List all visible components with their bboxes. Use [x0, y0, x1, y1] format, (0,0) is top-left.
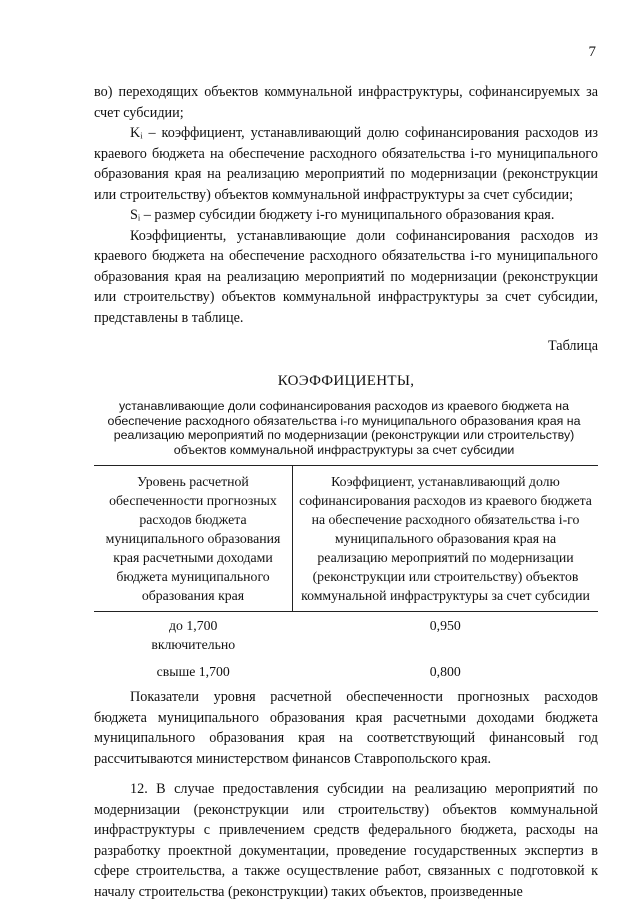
table-cell-coefficient: 0,950: [429, 618, 461, 633]
document-body: [94, 82, 598, 902]
paragraph-k-definition: Kᵢ – коэффициент, устанавливающий долю софинансирования расходов из краевого бюджета на обеспечение расходного обязательства i-го муниципального образования края на реализацию мероприятий по модернизации (реконструкции или строительству) объектов коммунальной инфраструктуры за счет субсидии;: [94, 125, 598, 203]
paragraph-item-12: 12. В случае предоставления субсидии на реализацию мероприятий по модернизации (реконструкции или строительству) объектов коммунальной инфраструктуры с привлечением средств федерального бюджета, расходы на разработку проектной документации, проведение государственных экспертиз в сфере строительства, а также осуществление работ, связанных с подготовкой к началу строительства (реконструкции) таких объектов, произведенные: [94, 781, 598, 900]
paragraph-continuation: во) переходящих объектов коммунальной инфраструктуры, софинансируемых за счет субсидии;: [94, 84, 598, 121]
table-row: [94, 612, 598, 655]
table-subtitle: устанавливающие доли софинансирования расходов из краевого бюджета на обеспечение расходного обязательства i-го муниципального образования края на реализацию мероприятий по модернизации (реконструкции или строительству) объектов коммунальной инфраструктуры за счет субсидии: [107, 399, 581, 457]
table-caption: Таблица: [547, 338, 598, 354]
table-cell-level-line1: до 1,700: [169, 618, 218, 633]
table-header-coefficient: Коэффициент, устанавливающий долю софинансирования расходов из краевого бюджета на обеспечение расходного обязательства i-го муниципального образования края на реализацию мероприятий по модернизации (реконструкции или строительству) объектов коммунальной инфраструктуры за счет субсидии: [293, 466, 599, 612]
table-cell-level-line2: включительно: [151, 637, 236, 652]
table-cell-level: свыше 1,700: [156, 664, 230, 679]
table-row: [94, 654, 598, 681]
table-cell-coefficient: 0,800: [429, 664, 461, 679]
table-header-row: [94, 466, 598, 612]
paragraph-indicators: Показатели уровня расчетной обеспеченности прогнозных расходов бюджета муниципального образования края расчетными доходами бюджета муниципального образования края на соответствующий финансовый год рассчитываются министерством финансов Ставропольского края.: [94, 689, 598, 767]
page-number: 7: [588, 44, 596, 60]
table-title: КОЭФФИЦИЕНТЫ,: [277, 372, 415, 389]
paragraph-s-definition: Sᵢ – размер субсидии бюджету i-го муниципального образования края.: [130, 207, 555, 223]
table-header-level: Уровень расчетной обеспеченности прогнозных расходов бюджета муниципального образования края расчетными доходами бюджета муниципального образования края: [94, 466, 293, 612]
coefficients-table: [94, 465, 598, 681]
paragraph-coefficients-intro: Коэффициенты, устанавливающие доли софинансирования расходов из краевого бюджета на обеспечение расходного обязательства i-го муниципального образования края на реализацию мероприятий по модернизации (реконструкции или строительству) объектов коммунальной инфраструктуры за счет субсидии, представлены в таблице.: [94, 227, 598, 326]
table-cell-level: [94, 612, 293, 655]
